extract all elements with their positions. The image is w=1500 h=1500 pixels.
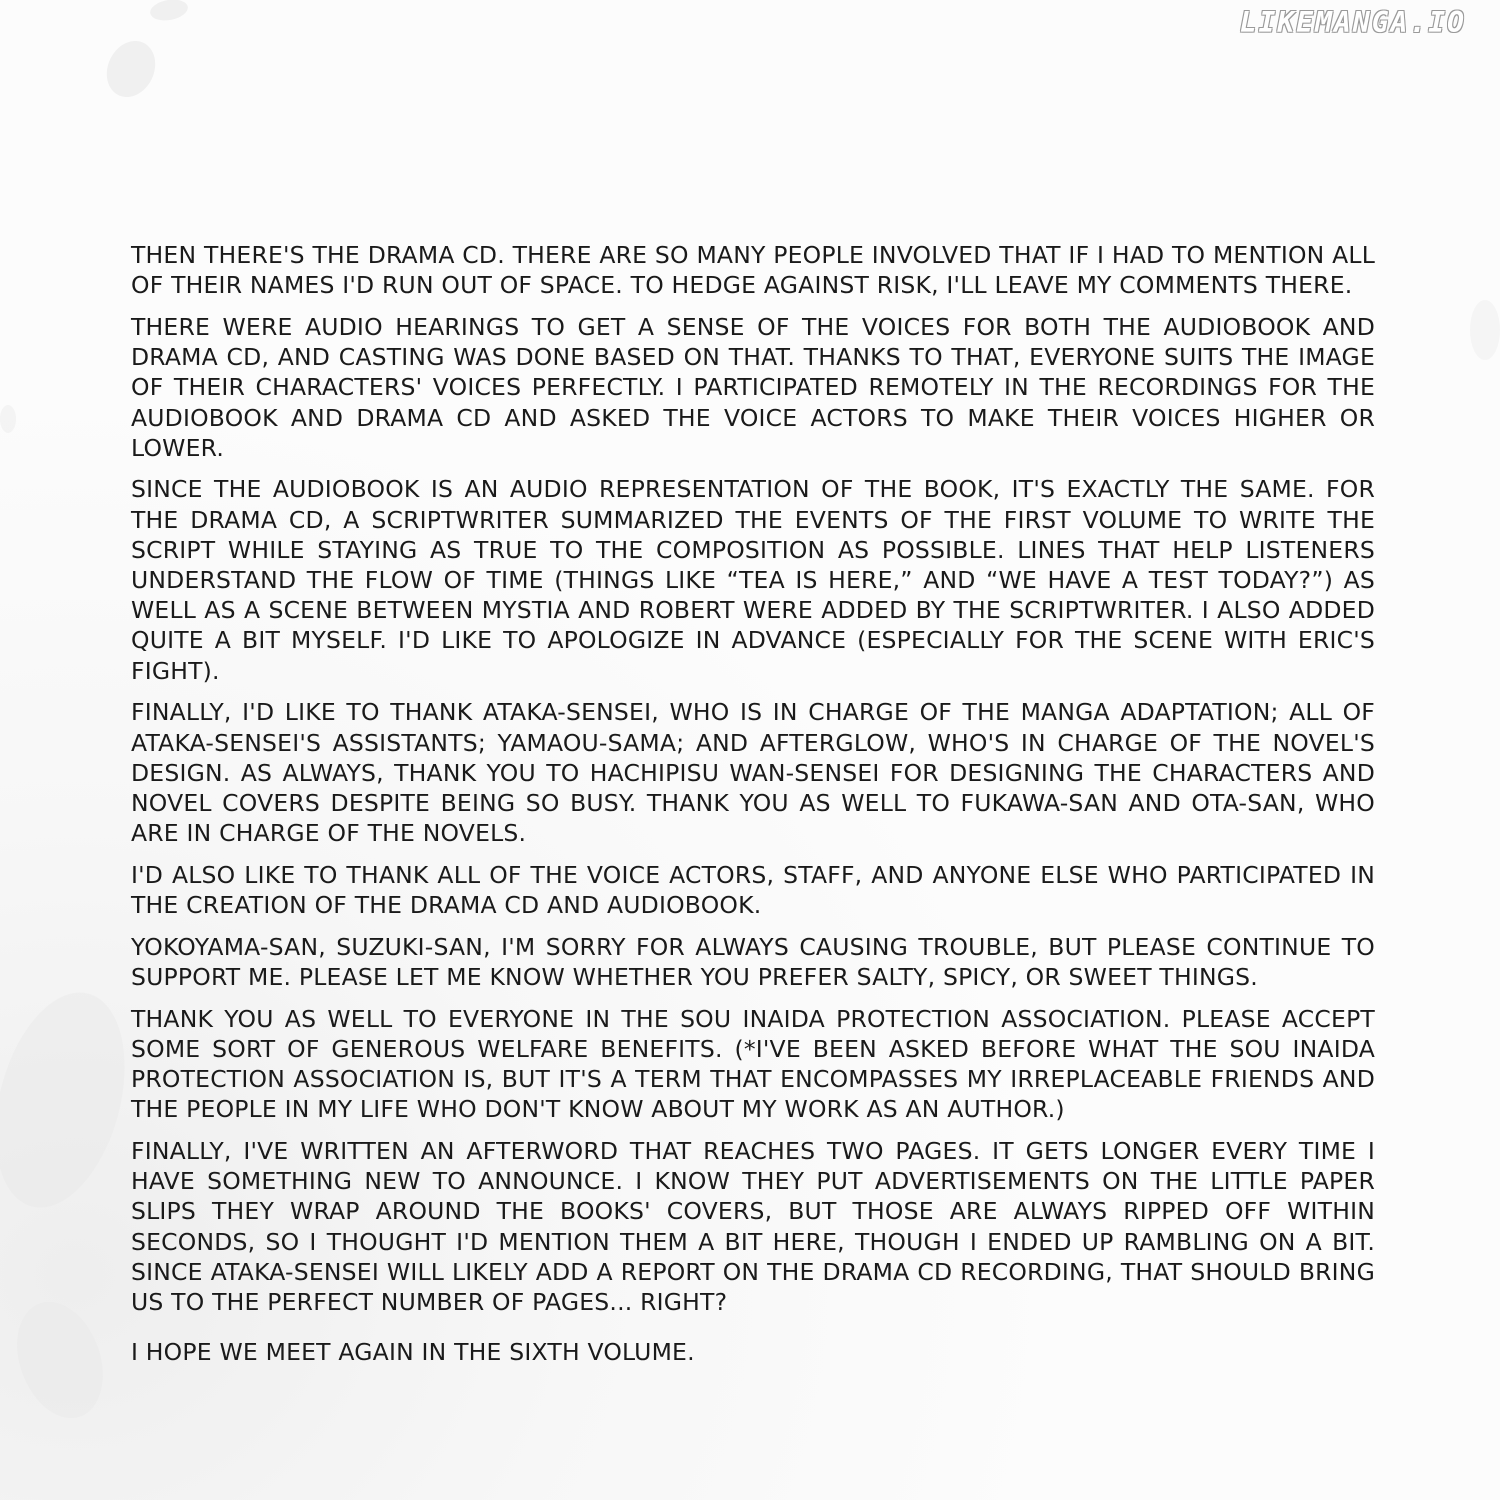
paragraph: SINCE THE AUDIOBOOK IS AN AUDIO REPRESENTATION OF THE BOOK, IT'S EXACTLY THE SAME. FOR THE DRAMA CD, A SCRIPTWRITER SUMMARIZED THE EVENTS OF THE FIRST VOLUME TO WRITE THE SCRIPT WHILE STAYING AS TRUE TO THE COMPOSITION AS POSSIBLE. LINES THAT HELP LISTENERS UNDERSTAND THE FLOW OF TIME (THINGS LIKE “TEA IS HERE,” AND “WE HAVE A TEST TODAY?”) AS WELL AS A SCENE BETWEEN MYSTIA AND ROBERT WERE ADDED BY THE SCRIPTWRITER. I ALSO ADDED QUITE A BIT MYSELF. I'D LIKE TO APOLOGIZE IN ADVANCE (ESPECIALLY FOR THE SCENE WITH ERIC'S FIGHT). — [131, 475, 1375, 685]
afterword-text — [131, 240, 1375, 1379]
paragraph: YOKOYAMA-SAN, SUZUKI-SAN, I'M SORRY FOR ALWAYS CAUSING TROUBLE, BUT PLEASE CONTINUE TO SUPPORT ME. PLEASE LET ME KNOW WHETHER YOU PREFER SALTY, SPICY, OR SWEET THINGS. — [131, 932, 1375, 991]
paragraph: THEN THERE'S THE DRAMA CD. THERE ARE SO MANY PEOPLE INVOLVED THAT IF I HAD TO MENTION ALL OF THEIR NAMES I'D RUN OUT OF SPACE. TO HEDGE AGAINST RISK, I'LL LEAVE MY COMMENTS THERE. — [131, 241, 1375, 300]
paragraph: THERE WERE AUDIO HEARINGS TO GET A SENSE OF THE VOICES FOR BOTH THE AUDIOBOOK AND DRAMA CD, AND CASTING WAS DONE BASED ON THAT. THANKS TO THAT, EVERYONE SUITS THE IMAGE OF THEIR CHARACTERS' VOICES PERFECTLY. I PARTICIPATED REMOTELY IN THE RECORDINGS FOR THE AUDIOBOOK AND DRAMA CD AND ASKED THE VOICE ACTORS TO MAKE THEIR VOICES HIGHER OR LOWER. — [131, 312, 1375, 462]
paragraph: FINALLY, I'VE WRITTEN AN AFTERWORD THAT REACHES TWO PAGES. IT GETS LONGER EVERY TIME I HAVE SOMETHING NEW TO ANNOUNCE. I KNOW THEY PUT ADVERTISEMENTS ON THE LITTLE PAPER SLIPS THEY WRAP AROUND THE BOOKS' COVERS, BUT THOSE ARE ALWAYS RIPPED OFF WITHIN SECONDS, SO I THOUGHT I'D MENTION THEM A BIT HERE, THOUGH I ENDED UP RAMBLING ON A BIT. SINCE ATAKA-SENSEI WILL LIKELY ADD A REPORT ON THE DRAMA CD RECORDING, THAT SHOULD BRING US TO THE PERFECT NUMBER OF PAGES... RIGHT? — [131, 1136, 1375, 1316]
closing-paragraph: I HOPE WE MEET AGAIN IN THE SIXTH VOLUME. — [131, 1338, 695, 1367]
paper-texture-blot — [2, 1290, 118, 1430]
paragraph: I'D ALSO LIKE TO THANK ALL OF THE VOICE ACTORS, STAFF, AND ANYONE ELSE WHO PARTICIPATED IN THE CREATION OF THE DRAMA CD AND AUDIOBOOK. — [131, 860, 1375, 920]
paper-texture-blot — [1470, 300, 1500, 360]
site-watermark: LIKEMANGA.IO — [1239, 6, 1466, 39]
paper-texture-blot — [98, 33, 164, 105]
paper-texture-blot — [0, 978, 146, 1222]
paper-texture-blot — [0, 405, 16, 433]
paragraph: THANK YOU AS WELL TO EVERYONE IN THE SOU INAIDA PROTECTION ASSOCIATION. PLEASE ACCEPT SOME SORT OF GENEROUS WELFARE BENEFITS. (*I'VE BEEN ASKED BEFORE WHAT THE SOU INAIDA PROTECTION ASSOCIATION IS, BUT IT'S A TERM THAT ENCOMPASSES MY IRREPLACEABLE FRIENDS AND THE PEOPLE IN MY LIFE WHO DON'T KNOW ABOUT MY WORK AS AN AUTHOR.) — [131, 1004, 1375, 1124]
paper-texture-blot — [149, 0, 190, 23]
paragraph: FINALLY, I'D LIKE TO THANK ATAKA-SENSEI, WHO IS IN CHARGE OF THE MANGA ADAPTATION; ALL OF ATAKA-SENSEI'S ASSISTANTS; YAMAOU-SAMA; AND AFTERGLOW, WHO'S IN CHARGE OF THE NOVEL'S DESIGN. AS ALWAYS, THANK YOU TO HACHIPISU WAN-SENSEI FOR DESIGNING THE CHARACTERS AND NOVEL COVERS DESPITE BEING SO BUSY. THANK YOU AS WELL TO FUKAWA-SAN AND OTA-SAN, WHO ARE IN CHARGE OF THE NOVELS. — [131, 698, 1375, 848]
